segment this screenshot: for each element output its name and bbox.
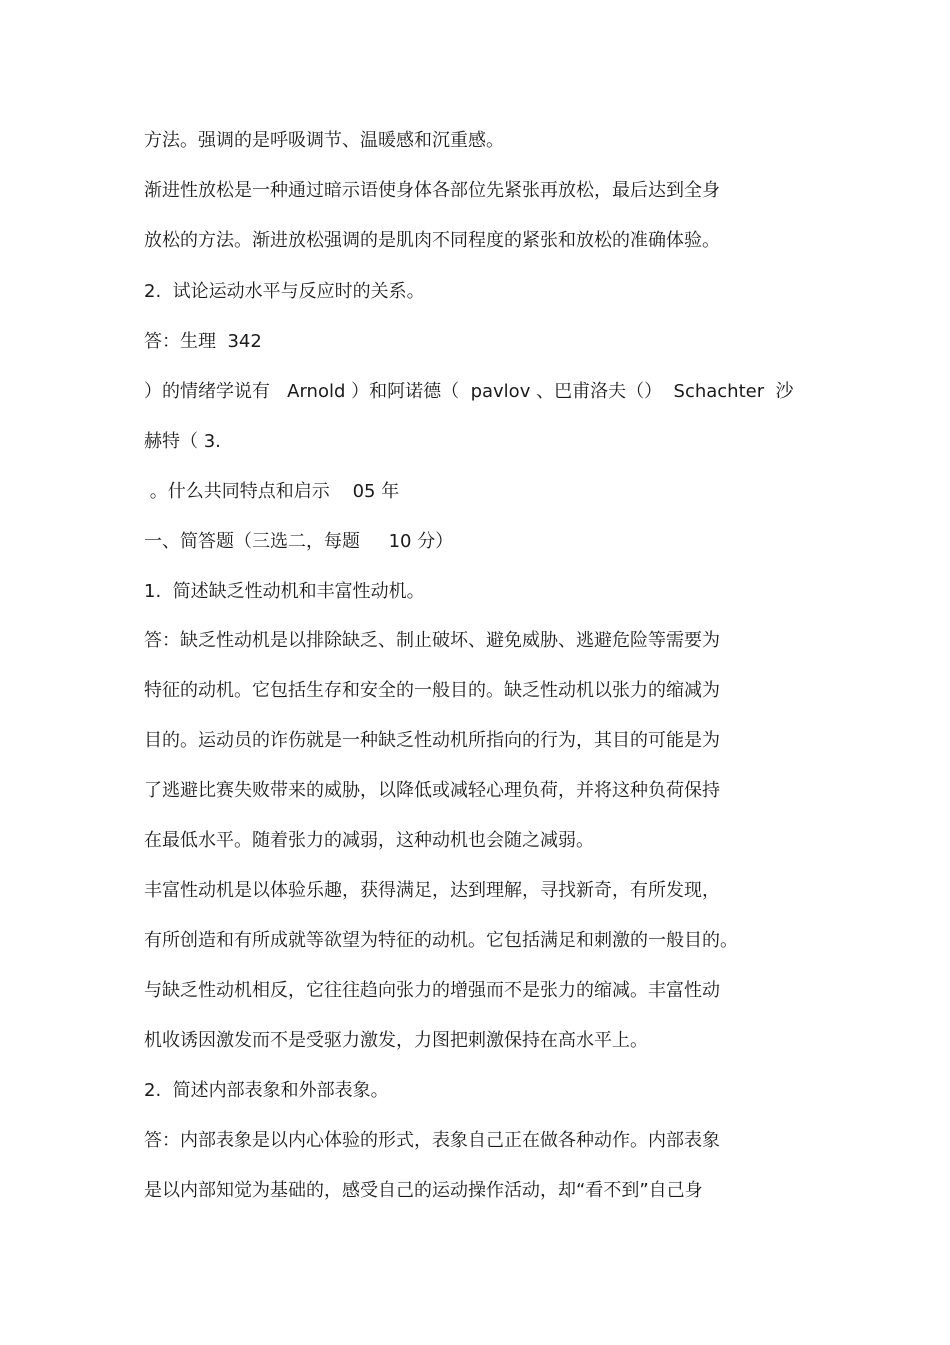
text-line: 与缺乏性动机相反，它往往趋向张力的增强而不是张力的缩减。丰富性动 [144, 980, 720, 1001]
section-heading: 一、简答题（三选二，每题 10 分） [144, 531, 454, 552]
text-line: 机收诱因激发而不是受驱力激发，力图把刺激保持在高水平上。 [144, 1030, 648, 1051]
text-line: 放松的方法。渐进放松强调的是肌肉不同程度的紧张和放松的准确体验。 [144, 230, 720, 251]
text-line: 丰富性动机是以体验乐趣，获得满足，达到理解，寻找新奇，有所发现， [144, 880, 720, 901]
text-line: 是以内部知觉为基础的，感受自己的运动操作活动，却“看不到”自己身 [144, 1180, 703, 1201]
text-line: 在最低水平。随着张力的减弱，这种动机也会随之减弱。 [144, 830, 594, 851]
text-line: ）的情绪学说有 Arnold ）和阿诺德（ pavlov 、巴甫洛夫（） Schachter 沙 [144, 381, 794, 402]
question-heading: 2. 简述内部表象和外部表象。 [144, 1080, 389, 1101]
text-line: 渐进性放松是一种通过暗示语使身体各部位先紧张再放松，最后达到全身 [144, 180, 720, 201]
text-line: 方法。强调的是呼吸调节、温暖感和沉重感。 [144, 130, 504, 151]
text-line: 了逃避比赛失败带来的威胁，以降低或减轻心理负荷，并将这种负荷保持 [144, 780, 720, 801]
text-line: 目的。运动员的诈伤就是一种缺乏性动机所指向的行为，其目的可能是为 [144, 730, 720, 751]
text-line: 。什么共同特点和启示 05 年 [144, 481, 400, 502]
question-heading: 1. 简述缺乏性动机和丰富性动机。 [144, 581, 425, 602]
text-line: 答：缺乏性动机是以排除缺乏、制止破坏、避免威胁、逃避危险等需要为 [144, 630, 720, 651]
text-line: 答：内部表象是以内心体验的形式，表象自己正在做各种动作。内部表象 [144, 1130, 720, 1151]
text-line: 特征的动机。它包括生存和安全的一般目的。缺乏性动机以张力的缩减为 [144, 680, 720, 701]
text-line: 赫特（ 3. [144, 431, 221, 452]
text-line: 答：生理 342 [144, 331, 262, 352]
question-heading: 2. 试论运动水平与反应时的关系。 [144, 281, 425, 302]
text-line: 有所创造和有所成就等欲望为特征的动机。它包括满足和刺激的一般目的。 [144, 930, 738, 951]
